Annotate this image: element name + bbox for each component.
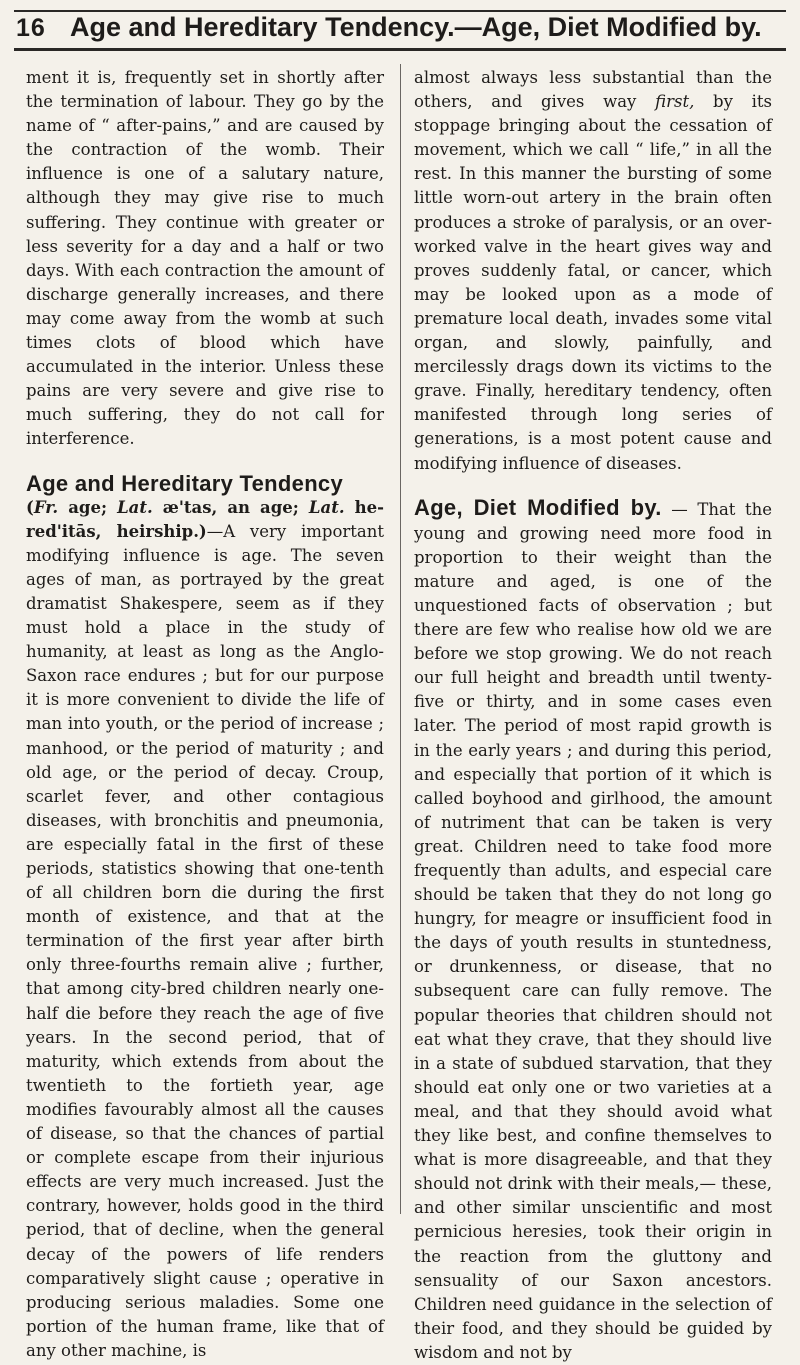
section-age-diet — [414, 496, 772, 1365]
section-body-age-diet — [414, 496, 772, 1365]
etymology-lat2-word: he-red'itās, heirship.) — [26, 497, 384, 541]
right-column — [414, 66, 772, 1365]
etymology-open: ( — [26, 497, 34, 517]
section-text-age-hereditary: —A very important modifying influence is age. The seven ages of man, as portrayed by the great dramatist Shakespere, seem as if they must hold a place in the study of humanity, at least as long as the Anglo-Saxon race endures ; but for our purpose it is more convenient to divide the life of man into youth, or the period of increase ; manhood, or the period of maturity ; and old age, or the period of decay. Croup, scarlet fever, and other contagious diseases, with bronchitis and pneumonia, are especially fatal in the first of these periods, statistics showing that one-tenth of all children born die during the first month of existence, and that at the termination of the first year after birth only three-fourths remain alive ; further, that among city-bred children nearly one-half die before they reach the age of five years. In the second period, that of maturity, which extends from about the twentieth to the fortieth year, age modifies favourably almost all the causes of disease, so that the chances of partial or complete escape from their injurious effects are very much increased. Just the contrary, however, holds good in the third period, that of decline, when the general decay of the powers of life renders comparatively slight cause ; operative in producing serious maladies. Some one portion of the human frame, like that of any other machine, is — [26, 521, 384, 1360]
paragraph-after-pains: ment it is, frequently set in shortly after the termination of labour. They go by the name of “ after-pains,” and are caused by the contraction of the womb. Their influence is one of a salutary nature, although they may give rise to much suffering. They continue with greater or less severity for a day and a half or two days. With each contraction the amount of discharge generally increases, and there may come away from the womb at such times clots of blood which have accumulated in the interior. Unless these pains are very severe and give rise to much suffering, they do not call for interference. — [26, 68, 384, 449]
etymology-fr-word: age; — [58, 497, 118, 517]
section-text-age-diet: — That the young and growing need more food in proportion to their weight than the mature and aged, is one of the unquestioned facts of observation ; but there are few who realise how old we are before we stop growing. We do not reach our full height and breadth until twenty-five or thirty, and in some cases even later. The period of most rapid growth is in the early years ; and during this period, and especially that portion of it which is called boyhood and girlhood, the amount of nutriment that can be taken is very great. Children need to take food more frequently than adults, and especial care should be taken that they do not long go hungry, for meagre or insufficient food in the days of youth results in stuntedness, or drunkenness, or disease, that no subsequent care can fully remove. The popular theories that children should not eat what they crave, that they should live in a state of subdued starvation, that they should eat only one or two varieties at a meal, and that they should avoid what they like best, and confine themselves to what is more disagreeable, and that they should not drink with their meals,— these, and other similar unscientific and most pernicious heresies, took their origin in the reaction from the gluttony and sensuality of our Saxon ancestors. Children need guidance in the selection of their food, and they should be guided by wisdom and not by — [414, 499, 772, 1362]
etymology-fr-label: Fr. — [33, 497, 59, 517]
section-age-hereditary — [26, 472, 384, 1363]
continuation-emphasis: first, — [655, 92, 695, 112]
continuation-text-start: almost always less substantial than the others, and gives way — [414, 68, 772, 112]
section-title-age-diet: Age, Diet Modified by. — [414, 494, 662, 520]
page-number: 16 — [16, 14, 46, 42]
header-bottom-rule — [14, 48, 786, 51]
running-title: Age and Hereditary Tendency.—Age, Diet Modified by. — [70, 12, 762, 42]
paragraph-continuation — [414, 66, 772, 476]
section-body-age-hereditary — [26, 496, 384, 1363]
etymology-lat-label: Lat. — [117, 497, 153, 517]
continuation-text-end: by its stoppage bringing about the cessation of movement, which we call “ life,” in all the rest. In this manner the bursting of some little worn-out artery in the brain often produces a stroke of paralysis, or an over-worked valve in the heart gives way and proves suddenly fatal, or cancer, which may be looked upon as a mode of premature local death, invades some vital organ, and slowly, painfully, and mercilessly drags down its victims to the grave. Finally, hereditary tendency, often manifested through long series of generations, is a most potent cause and modifying influence of diseases. — [414, 92, 772, 473]
column-divider — [400, 64, 401, 1214]
etymology-lat2-label: Lat. — [308, 497, 345, 517]
left-column — [26, 66, 384, 1363]
section-title-age-hereditary: Age and Hereditary Tendency — [26, 470, 344, 496]
etymology-lat-word: æ'tas, an age; — [152, 497, 309, 517]
page-header — [0, 0, 800, 58]
